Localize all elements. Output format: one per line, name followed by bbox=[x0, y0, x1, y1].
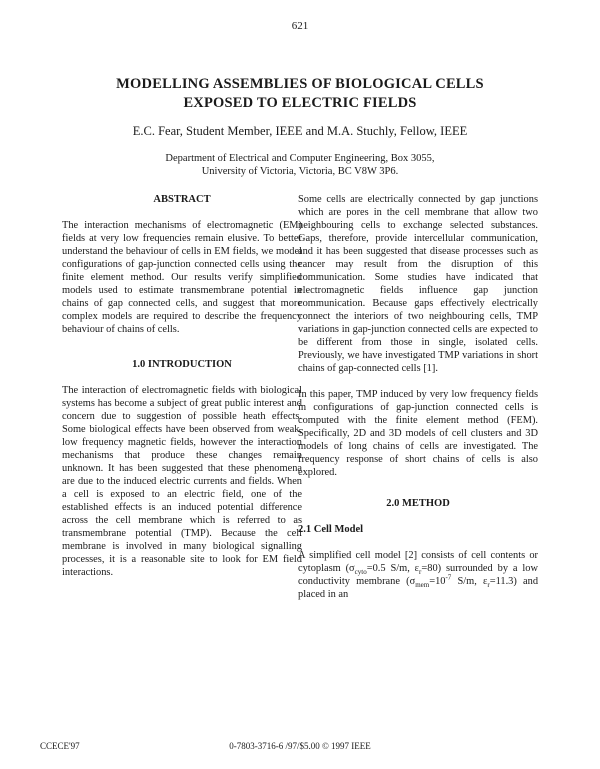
method-heading: 2.0 METHOD bbox=[386, 498, 450, 509]
footer-copyright: 0-7803-3716-6 /97/$5.00 © 1997 IEEE bbox=[229, 741, 371, 751]
abstract-heading: ABSTRACT bbox=[153, 194, 211, 205]
abstract-text: The interaction mechanisms of electromagnetic (EM) fields at very low frequencies remain elusive. To better understand the behaviour of cells in EM fields, we model configurations of gap-junction connected cells using the finite element method. Our results verify simplified models used to estimate transmembrane potential in chains of gap connected cells, and suggest that more complex models are required to describe the frequency behaviour of chains of cells. bbox=[62, 220, 302, 335]
paper-scope-paragraph: In this paper, TMP induced by very low frequency fields in configurations of gap-junction connected cells is computed with the finite element method (FEM). Specifically, 2D and 3D models of cell clusters and 3D models of long chains of cells are investigated. The frequency response of short chains of cells is also explored. bbox=[298, 389, 538, 478]
cell-model-sup-exp: -7 bbox=[445, 573, 452, 582]
cell-model-text-3: =80) surrounded by a low conductivity membrane (σ bbox=[298, 563, 538, 587]
cell-model-heading: 2.1 Cell Model bbox=[298, 524, 364, 535]
cell-model-sub-mem: mem bbox=[415, 581, 430, 590]
gap-junction-paragraph: Some cells are electrically connected by gap junctions which are pores in the cell membrane that allow two neighbouring cells to exchange selected substances. Gaps, therefore, provide intercellular communication, and it has been suggested that disease processes such as cancer may result from the disruption of this communication. Some studies have indicated that electromagnetic fields influence gap junction communication. Because gaps effectively electrically connect the interiors of two neighbouring cells, TMP variations in gap-junction connected cells are expected to be different from those in single, isolated cells. Previously, we have investigated TMP variations in short chains of gap-connected cells [1]. bbox=[298, 194, 538, 374]
cell-model-text-4: =10 bbox=[429, 576, 446, 587]
title-line-1: MODELLING ASSEMBLIES OF BIOLOGICAL CELLS bbox=[116, 76, 484, 92]
affiliation-line-1: Department of Electrical and Computer Engineering, Box 3055, bbox=[165, 153, 435, 164]
cell-model-text bbox=[298, 549, 538, 601]
cell-model-text-1: A simplified cell model [2] consists of cell contents or cytoplasm (σ bbox=[298, 550, 538, 574]
page-number: 621 bbox=[291, 20, 309, 32]
authors: E.C. Fear, Student Member, IEEE and M.A. Stuchly, Fellow, IEEE bbox=[132, 124, 468, 138]
cell-model-sub-r1: r bbox=[419, 568, 422, 577]
cell-model-sub-cyto: cyto bbox=[354, 568, 367, 577]
affiliation bbox=[40, 152, 560, 178]
title-line-2: EXPOSED TO ELECTRIC FIELDS bbox=[183, 95, 417, 111]
introduction-heading: 1.0 INTRODUCTION bbox=[132, 359, 232, 370]
affiliation-line-2: University of Victoria, Victoria, BC V8W 3P6. bbox=[201, 166, 399, 177]
left-column bbox=[62, 193, 302, 592]
right-column bbox=[298, 193, 538, 614]
footer-conference: CCECE'97 bbox=[40, 741, 80, 751]
cell-model-text-5: S/m, ε bbox=[451, 576, 488, 587]
cell-model-sub-r2: r bbox=[487, 581, 490, 590]
introduction-text: The interaction of electromagnetic fields with biological systems has become a subject of great public interest and concern due to suggestion of possible heath effects. Some biological effects have been observed from weak, low frequency magnetic fields, however the interaction mechanisms that produce these changes remain unknown. It has been suggested that these phenomena are due to the induced electric currents and fields. When a cell is exposed to an electric field, one of the established effects is an induced potential difference across the cell membrane which is referred to as transmembrane potential (TMP). Because the cell membrane is involved in many biological signalling processes, it is a reasonable site to look for EM field interactions. bbox=[62, 385, 302, 578]
cell-model-text-2: =0.5 S/m, ε bbox=[366, 563, 420, 574]
paper-title bbox=[40, 75, 560, 113]
cell-model-text-6: =11.3) and placed in an bbox=[298, 576, 539, 600]
